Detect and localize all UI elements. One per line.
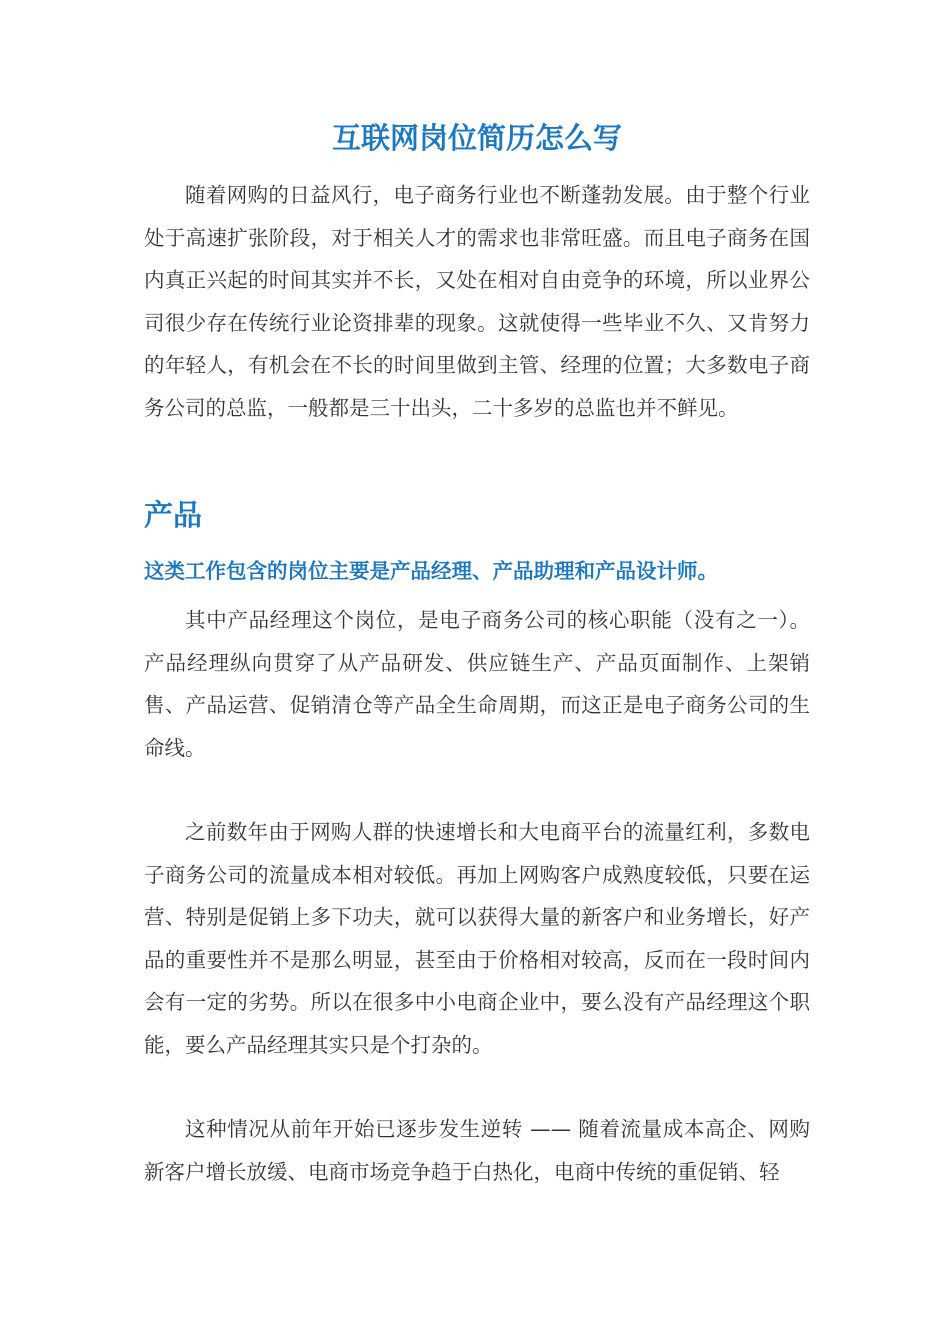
body-paragraph-3: 这种情况从前年开始已逐步发生逆转 —— 随着流量成本高企、网购新客户增长放缓、电商市场竞争趋于白热化，电商中传统的重促销、轻 [144, 1117, 810, 1184]
body-paragraph-2: 之前数年由于网购人群的快速增长和大电商平台的流量红利，多数电子商务公司的流量成本相对较低。再加上网购客户成熟度较低，只要在运营、特别是促销上多下功夫，就可以获得大量的新客户和业务增长，好产品的重要性并不是那么明显，甚至由于价格相对较高，反而在一段时间内会有一定的劣势。所以在很多中小电商企业中，要么没有产品经理这个职能，要么产品经理其实只是个打杂的。 [144, 820, 810, 1057]
body-paragraph-1: 其中产品经理这个岗位，是电子商务公司的核心职能（没有之一）。产品经理纵向贯穿了从产品研发、供应链生产、产品页面制作、上架销售、产品运营、促销清仓等产品全生命周期，而这正是电子商务公司的生命线。 [144, 608, 810, 760]
document-body [144, 112, 810, 1193]
intro-paragraph: 随着网购的日益风行，电子商务行业也不断蓬勃发展。由于整个行业处于高速扩张阶段，对于相关人才的需求也非常旺盛。而且电子商务在国内真正兴起的时间其实并不长，又处在相对自由竞争的环境，所以业界公司很少存在传统行业论资排辈的现象。这就使得一些毕业不久、又肯努力的年轻人，有机会在不长的时间里做到主管、经理的位置；大多数电子商务公司的总监，一般都是三十出头，二十多岁的总监也并不鲜见。 [144, 183, 810, 420]
section-subheading: 这类工作包含的岗位主要是产品经理、产品助理和产品设计师。 [144, 559, 718, 583]
document-title: 互联网岗位简历怎么写 [331, 121, 622, 155]
section-heading-product: 产品 [144, 498, 203, 532]
